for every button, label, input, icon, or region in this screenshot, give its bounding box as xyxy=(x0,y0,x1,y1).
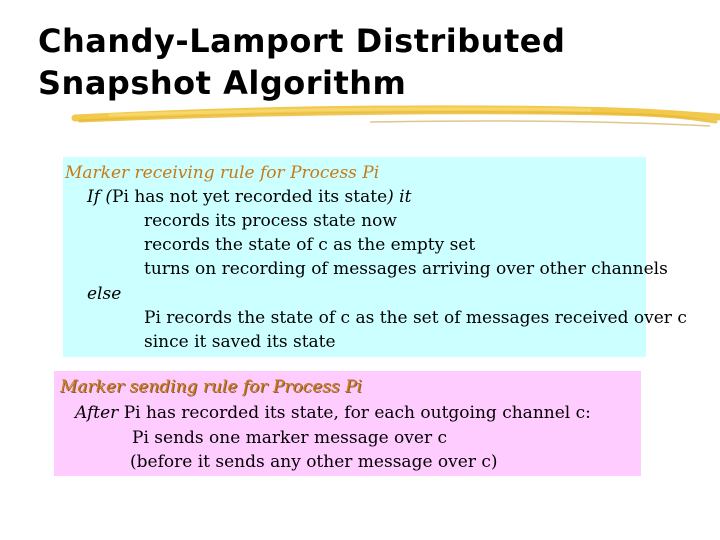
after-label: After xyxy=(75,403,119,423)
sending-action-1: Pi sends one marker message over c xyxy=(132,428,448,448)
sending-rule-box xyxy=(54,371,641,476)
if-condition-text: Pi has not yet recorded its state xyxy=(112,187,388,207)
receiving-action-2: records the state of c as the empty set xyxy=(144,235,476,255)
slide-title xyxy=(38,20,565,104)
sending-rule-heading: Marker sending rule for Process Pi xyxy=(60,377,362,397)
sending-after-clause xyxy=(75,401,591,425)
after-text: Pi has recorded its state, for each outgoing channel c: xyxy=(118,403,591,423)
title-underline-brush xyxy=(70,102,720,132)
sending-action-2: (before it sends any other message over c) xyxy=(130,452,498,472)
else-action-2: since it saved its state xyxy=(144,332,336,352)
if-suffix: ) it xyxy=(387,187,412,207)
receiving-action-3: turns on recording of messages arriving over other channels xyxy=(144,259,668,279)
else-label: else xyxy=(87,284,122,304)
receiving-action-1: records its process state now xyxy=(144,211,397,231)
else-action-1: Pi records the state of c as the set of messages received over c xyxy=(144,308,687,328)
title-line-1: Chandy-Lamport Distributed xyxy=(38,22,566,60)
receiving-rule-box xyxy=(63,157,687,357)
title-line-2: Snapshot Algorithm xyxy=(38,64,407,102)
receiving-rule-heading: Marker receiving rule for Process Pi xyxy=(65,163,380,183)
receiving-if-condition xyxy=(87,185,411,209)
if-prefix: If ( xyxy=(87,187,113,207)
